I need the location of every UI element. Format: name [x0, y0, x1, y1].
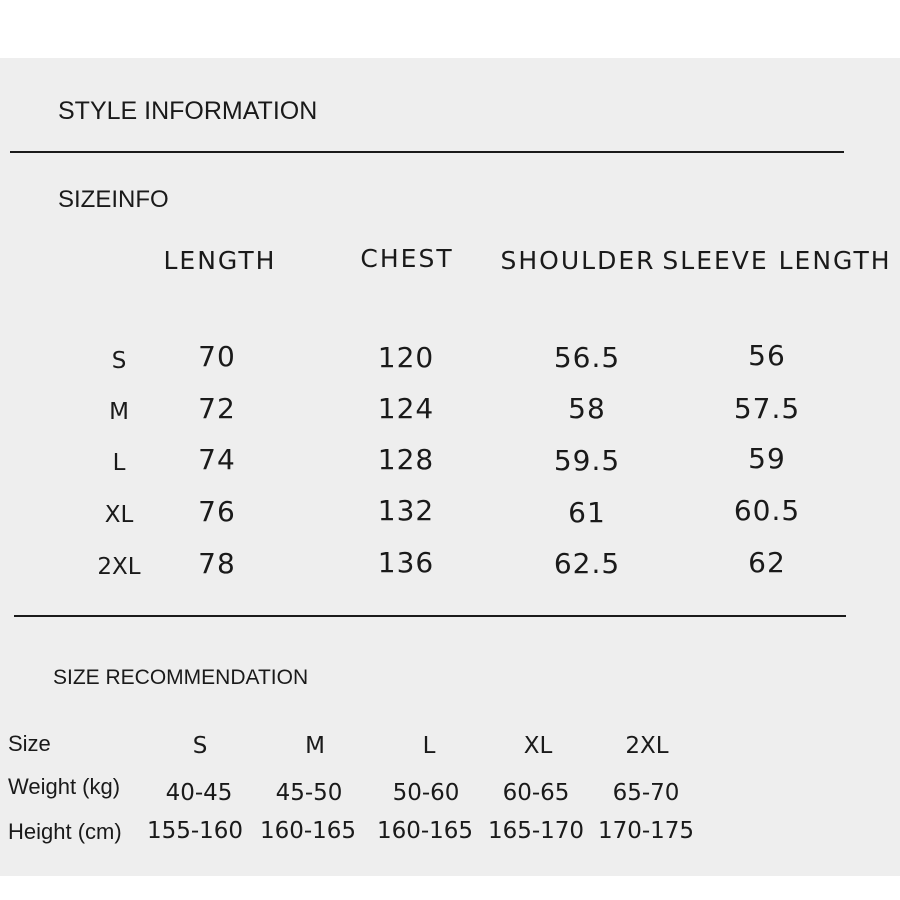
- row-size-label: XL: [104, 502, 134, 528]
- row-size-label: M: [109, 399, 129, 425]
- rec-weight: 65-70: [612, 780, 680, 806]
- size-row-label: Size: [8, 731, 51, 756]
- shoulder-value: 58: [568, 392, 606, 425]
- sleeve-length-value: 59: [748, 442, 786, 475]
- length-value: 74: [198, 443, 236, 476]
- row-size-label: L: [112, 450, 126, 476]
- rec-size: S: [192, 733, 208, 759]
- rec-weight: 60-65: [502, 780, 570, 806]
- length-value: 72: [198, 392, 236, 425]
- chest-value: 132: [377, 494, 435, 527]
- size-info-title: SIZEINFO: [58, 186, 169, 213]
- rec-size: 2XL: [625, 733, 669, 759]
- header-sleeve-length: SLEEVE LENGTH: [662, 246, 892, 275]
- chest-value: 120: [377, 341, 435, 374]
- rec-weight: 50-60: [392, 780, 460, 806]
- size-recommendation-title: SIZE RECOMMENDATION: [53, 666, 309, 689]
- length-value: 76: [198, 495, 236, 528]
- row-size-label: S: [111, 348, 127, 374]
- chest-value: 136: [377, 546, 435, 579]
- chest-value: 128: [377, 443, 435, 476]
- length-value: 78: [198, 547, 236, 580]
- header-shoulder: SHOULDER: [500, 246, 656, 275]
- sleeve-length-value: 57.5: [733, 392, 801, 425]
- header-length: LENGTH: [163, 246, 277, 275]
- shoulder-value: 61: [568, 496, 606, 529]
- rec-height: 155-160: [146, 818, 244, 844]
- rec-height: 160-165: [259, 818, 357, 844]
- rec-weight: 45-50: [275, 780, 343, 806]
- weight-row-label: Weight (kg): [8, 774, 121, 799]
- rec-weight: 40-45: [165, 780, 233, 806]
- chest-value: 124: [377, 392, 435, 425]
- sleeve-length-value: 60.5: [733, 494, 801, 527]
- rec-height: 160-165: [376, 818, 474, 844]
- shoulder-value: 59.5: [553, 444, 621, 477]
- sleeve-length-value: 56: [748, 339, 786, 372]
- rec-size: L: [422, 733, 436, 759]
- shoulder-value: 62.5: [553, 547, 621, 580]
- shoulder-value: 56.5: [553, 341, 621, 374]
- bottom-divider: [14, 615, 846, 617]
- rec-height: 170-175: [597, 818, 695, 844]
- row-size-label: 2XL: [97, 554, 141, 580]
- rec-size: XL: [523, 733, 553, 759]
- height-row-label: Height (cm): [8, 819, 122, 844]
- rec-height: 165-170: [487, 818, 585, 844]
- header-chest: CHEST: [360, 244, 454, 273]
- length-value: 70: [198, 340, 236, 373]
- style-information-title: STYLE INFORMATION: [58, 97, 318, 125]
- sleeve-length-value: 62: [748, 546, 786, 579]
- top-divider: [10, 151, 844, 153]
- rec-size: M: [305, 733, 325, 759]
